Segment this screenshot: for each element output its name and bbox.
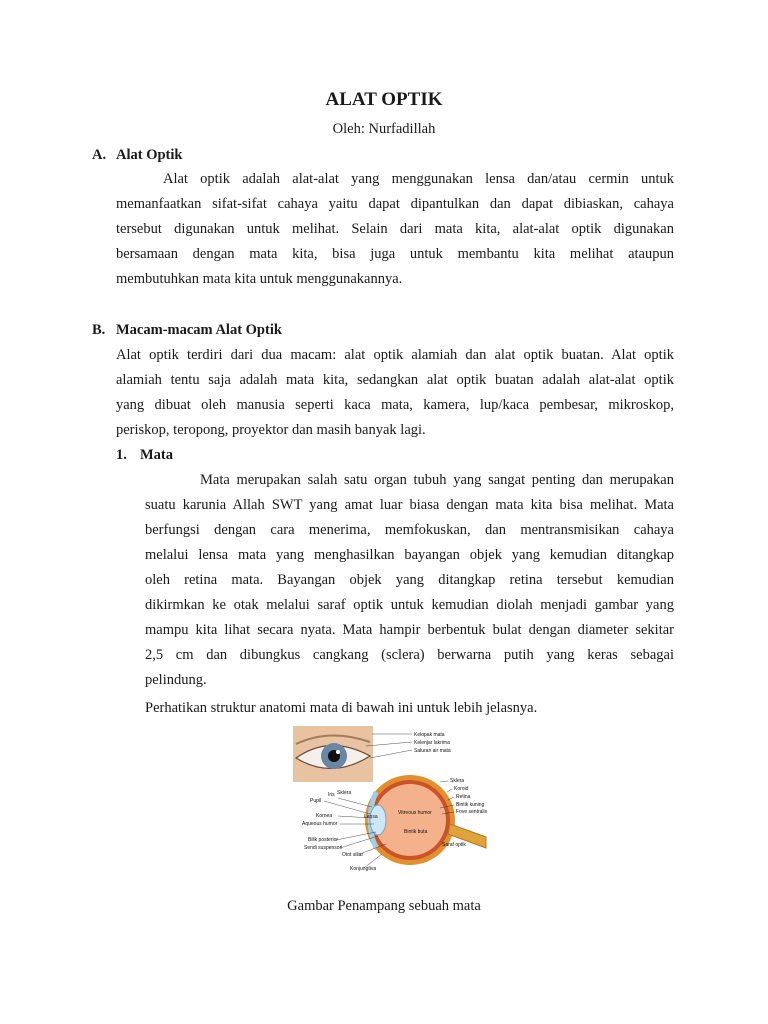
- label-left-1: Iris: [328, 792, 335, 798]
- paragraph-line: suatu karunia Allah SWT yang amat luar biasa dengan mata kita bisa melihat. Mata: [145, 497, 674, 513]
- label-top-right-2: Saluran air mata: [414, 748, 451, 754]
- label-bottom-0: Otot siliar: [342, 852, 364, 858]
- paragraph-line: mampu kita lihat secara nyata. Mata hampir berbentuk bulat dengan diameter sekitar: [145, 622, 674, 638]
- label-left-2: Kornea: [316, 813, 333, 819]
- paragraph-line: alamiah tentu saja adalah mata kita, sedangkan alat optik buatan adalah alat-alat optik: [116, 372, 674, 388]
- figure-intro-text: Perhatikan struktur anatomi mata di bawah ini untuk lebih jelasnya.: [145, 700, 538, 716]
- paragraph-line: Alat optik adalah alat-alat yang menggunakan lensa dan/atau cermin untuk: [163, 171, 674, 187]
- label-right-2: Retina: [456, 794, 471, 800]
- label-right-1: Koroid: [454, 786, 469, 792]
- section-b-title: Macam-macam Alat Optik: [116, 322, 282, 338]
- label-bottom-1: Konjungtiva: [350, 866, 377, 872]
- label-left-4: Bilik posterior: [308, 837, 339, 843]
- label-left-0: Pupil: [310, 798, 322, 804]
- paragraph-line: bersamaan dengan mata kita, bisa juga untuk membantu kita melihat ataupun: [116, 246, 674, 262]
- paragraph-line: dikirmkan ke otak melalui saraf optik untuk kemudian diolah menjadi gambar yang: [145, 597, 674, 613]
- label-inner-1: Lensa: [364, 814, 378, 820]
- section-a-marker: A.: [92, 147, 107, 163]
- paragraph-line: membutuhkan mata kita untuk menggunakannya.: [116, 271, 403, 287]
- label-right-0: Sklera: [450, 778, 465, 784]
- label-right-3: Bintik kuning: [456, 802, 485, 808]
- eye-photo: [293, 726, 373, 782]
- label-inner-0: Sklera: [337, 790, 352, 796]
- label-top-right-0: Kelopak mata: [414, 732, 445, 738]
- paragraph-line: berfungsi dengan cara menerima, memfokuskan, dan mentransmisikan cahaya: [145, 522, 674, 538]
- label-left-3: Aqueous humor: [302, 821, 338, 827]
- paragraph-line: memanfaatkan sifat-sifat cahaya yaitu dapat dipantulkan dan dapat dibiaskan, cahaya: [116, 196, 674, 212]
- paragraph-line: oleh retina mata. Bayangan objek yang ditangkap retina tersebut kemudian: [145, 572, 674, 588]
- section-b-marker: B.: [92, 322, 106, 338]
- paragraph-line: Alat optik terdiri dari dua macam: alat optik alamiah dan alat optik buatan. Alat optik: [116, 347, 674, 363]
- section-b-paragraph: [116, 343, 674, 443]
- label-top-right-1: Kelenjar lakrima: [414, 740, 450, 746]
- label-left-5: Sendi suspensori: [304, 845, 343, 851]
- subsection-title: Mata: [140, 447, 174, 463]
- label-inner-4: Saraf optik: [442, 842, 466, 848]
- document-author: Oleh: Nurfadillah: [332, 121, 436, 137]
- section-a-paragraph: [116, 167, 674, 292]
- subsection-marker: 1.: [116, 447, 127, 463]
- paragraph-line: Mata merupakan salah satu organ tubuh yang sangat penting dan merupakan: [200, 472, 674, 488]
- label-right-4: Fove sentralis: [456, 809, 488, 815]
- section-a-title: Alat Optik: [116, 147, 183, 163]
- paragraph-line: periskop, teropong, proyektor dan masih banyak lagi.: [116, 422, 426, 438]
- label-inner-3: Bintik buta: [404, 829, 428, 835]
- eye-anatomy-diagram: [290, 722, 490, 882]
- paragraph-line: tersebut digunakan untuk melihat. Selain dari mata kita, alat-alat optik digunakan: [116, 221, 674, 237]
- paragraph-line: 2,5 cm dan dibungkus cangkang (sclera) berwarna putih yang keras sebagai: [145, 647, 674, 663]
- eye-anatomy-figure: [290, 722, 490, 882]
- subsection-mata-paragraph: [145, 468, 674, 693]
- label-inner-2: Vitreous humor: [398, 810, 432, 816]
- paragraph-line: pelindung.: [145, 672, 207, 688]
- figure-caption: Gambar Penampang sebuah mata: [287, 898, 481, 914]
- document-title: ALAT OPTIK: [325, 89, 443, 110]
- paragraph-line: yang dibuat oleh manusia seperti kaca mata, kamera, lup/kaca pembesar, mikroskop,: [116, 397, 674, 413]
- paragraph-line: melalui lensa mata yang menghasilkan bayangan objek yang kemudian ditangkap: [145, 547, 674, 563]
